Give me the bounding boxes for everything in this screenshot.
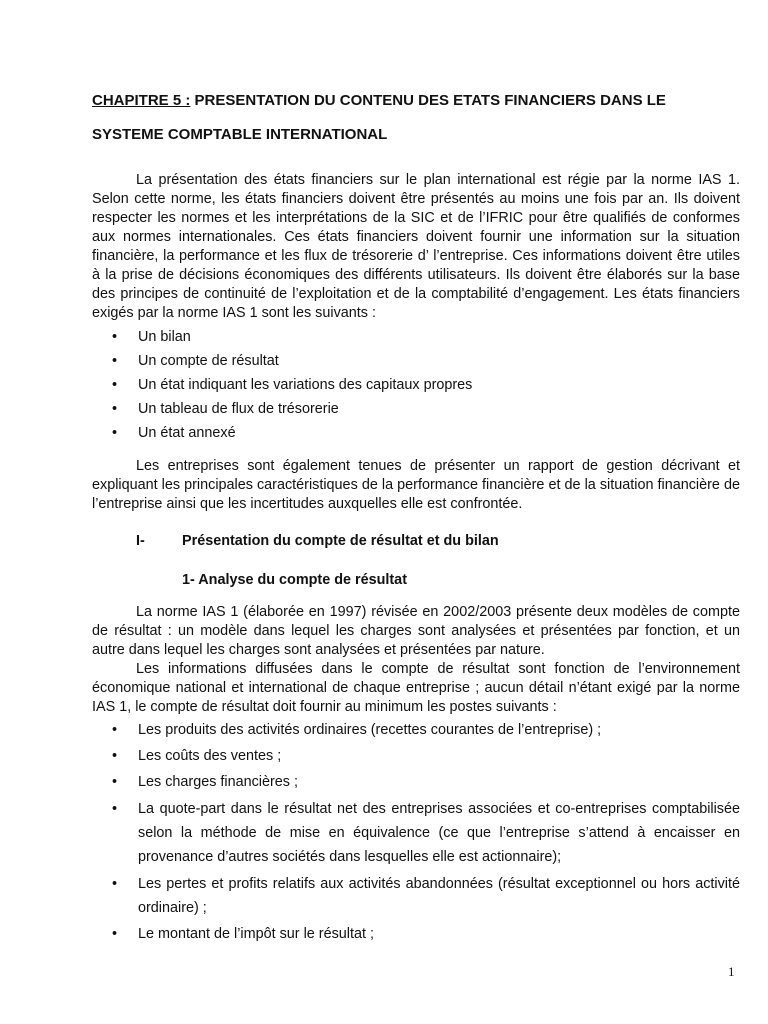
page-number: 1 xyxy=(728,964,735,979)
intro-paragraph: La présentation des états financiers sur le plan international est régie par la norme IAS 1. Selon cette norme, les états financiers doivent être présentés au moins une fois par an. Ils doivent respecter les normes et les interprétations de la SIC et de l’IFRIC pour être qualifiés de conformes aux normes internationales. Ces états financiers doivent fournir une information sur la situation financière, la performance et les flux de trésorerie d’ l’entreprise. Ces informations doivent être utiles à la prise de décisions économiques des différents utilisateurs. Ils doivent être élaborés sur la base des principes de continuité de l’exploitation et de la comptabilité d’engagement. Les états financiers exigés par la norme IAS 1 sont les suivants : xyxy=(92,172,740,321)
bullet-icon: • xyxy=(112,926,118,942)
income-statement-items-list xyxy=(92,719,740,946)
bullet-icon: • xyxy=(112,722,118,738)
bullet-icon: • xyxy=(112,401,118,417)
section-title: Présentation du compte de résultat et du bilan xyxy=(182,533,499,549)
ias1-paragraph: La norme IAS 1 (élaborée en 1997) révisée en 2002/2003 présente deux modèles de compte de résultat : un modèle dans lequel les charges sont analysées et présentées par fonction, et un autre dans lequel les charges sont analysées et présentées par nature. xyxy=(92,604,740,658)
page-content xyxy=(92,84,740,949)
list-item: • Les produits des activités ordinaires (recettes courantes de l’entreprise) ; xyxy=(92,719,740,742)
chapter-title xyxy=(92,84,740,152)
section-number: I- xyxy=(136,533,145,549)
list-item: • Les pertes et profits relatifs aux activités abandonnées (résultat exceptionnel ou hors activité ordinaire) ; xyxy=(92,872,740,920)
list-item: • La quote-part dans le résultat net des entreprises associées et co-entreprises comptabilisée selon la méthode de mise en équivalence (ce que l’entreprise s’attend à encaisser en provenance d’autres sociétés dans lesquelles elle est actionnaire); xyxy=(92,797,740,869)
bullet-icon: • xyxy=(112,353,118,369)
list-item: • Un tableau de flux de trésorerie xyxy=(92,397,740,421)
list-item: • Les charges financières ; xyxy=(92,771,740,794)
list-item: • Un état indiquant les variations des capitaux propres xyxy=(92,373,740,397)
income-statement-paragraph: Les informations diffusées dans le compte de résultat sont fonction de l’environnement économique national et international de chaque entreprise ; aucun détail n’étant exigé par la norme IAS 1, le compte de résultat doit fournir au minimum les postes suivants : xyxy=(92,661,740,715)
bullet-icon: • xyxy=(112,801,118,817)
bullet-icon: • xyxy=(112,329,118,345)
chapter-title-text: PRESENTATION DU CONTENU DES ETATS FINANCIERS DANS LE SYSTEME COMPTABLE INTERNATIONAL xyxy=(92,92,666,143)
bullet-icon: • xyxy=(112,876,118,892)
list-item: • Un état annexé xyxy=(92,421,740,445)
subsection-heading: 1- Analyse du compte de résultat xyxy=(182,572,407,588)
bullet-icon: • xyxy=(112,748,118,764)
list-item: • Les coûts des ventes ; xyxy=(92,745,740,768)
bullet-icon: • xyxy=(112,377,118,393)
bullet-icon: • xyxy=(112,774,118,790)
bullet-icon: • xyxy=(112,425,118,441)
list-item: • Un bilan xyxy=(92,325,740,349)
management-report-paragraph: Les entreprises sont également tenues de présenter un rapport de gestion décrivant et expliquant les principales caractéristiques de la performance financière et de la situation financière de l’entreprise ainsi que les incertitudes auxquelles elle est confrontée. xyxy=(92,458,740,512)
chapter-label: CHAPITRE 5 : xyxy=(92,92,191,109)
list-item: • Le montant de l’impôt sur le résultat ; xyxy=(92,923,740,946)
list-item: • Un compte de résultat xyxy=(92,349,740,373)
section-heading xyxy=(92,531,740,551)
financial-statements-list xyxy=(92,325,740,445)
